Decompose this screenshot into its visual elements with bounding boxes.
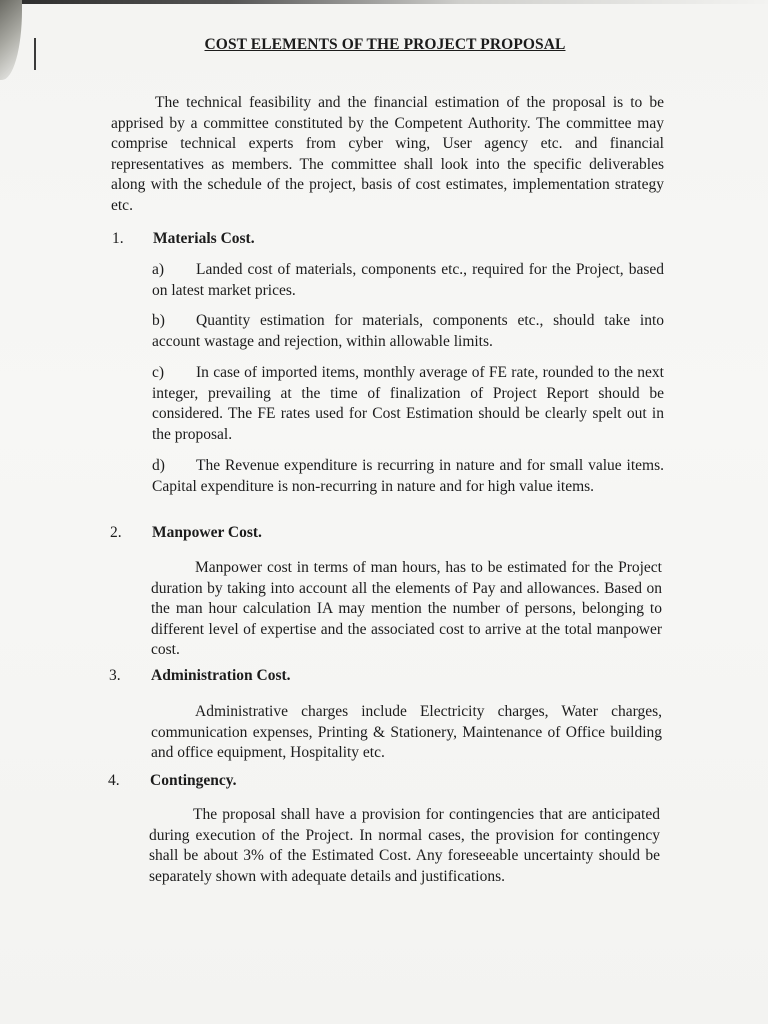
section-body: The proposal shall have a provision for contingencies that are anticipated during execution of the Project. In normal cases, the provision for contingency shall be about 3% of the Estimated Cost. Any foreseeable uncertainty should be separately shown with adequate details and justifications. bbox=[149, 806, 660, 885]
section-heading: Administration Cost. bbox=[151, 667, 291, 684]
section-number: 2. bbox=[110, 524, 122, 541]
page-edge-shadow bbox=[0, 0, 768, 4]
item-text: In case of imported items, monthly average of FE rate, rounded to the next integer, prevailing at the time of finalization of Project Report should be considered. The FE rates used for Cost Estimation should be clearly spelt out in the proposal. bbox=[152, 364, 664, 443]
section-number: 1. bbox=[112, 230, 124, 247]
item-text: Landed cost of materials, components etc., required for the Project, based on latest market prices. bbox=[152, 261, 664, 299]
section-number: 4. bbox=[108, 772, 120, 789]
item-label: b) bbox=[152, 312, 165, 329]
section-number: 3. bbox=[109, 667, 121, 684]
section-heading: Contingency. bbox=[150, 772, 237, 789]
item-text: The Revenue expenditure is recurring in nature and for small value items. Capital expenditure is non-recurring in nature and for high value items. bbox=[152, 457, 664, 495]
item-label: a) bbox=[152, 261, 165, 278]
section-body: Administrative charges include Electricity charges, Water charges, communication expenses, Printing & Stationery, Maintenance of Office building and office equipment, Hospitality etc. bbox=[151, 703, 662, 761]
list-item bbox=[152, 311, 664, 352]
list-item bbox=[152, 363, 664, 445]
section-heading: Manpower Cost. bbox=[152, 524, 262, 541]
item-label: c) bbox=[152, 364, 165, 381]
intro-paragraph: The technical feasibility and the financial estimation of the proposal is to be apprised by a committee constituted by the Competent Authority. The committee may comprise technical experts from cyber wing, User agency etc. and financial representatives as members. The committee shall look into the specific deliverables along with the schedule of the project, basis of cost estimates, implementation strategy etc. bbox=[111, 94, 664, 214]
item-text: Quantity estimation for materials, components etc., should take into account wastage and rejection, within allowable limits. bbox=[152, 312, 664, 350]
document-title: COST ELEMENTS OF THE PROJECT PROPOSAL bbox=[204, 36, 566, 53]
item-label: d) bbox=[152, 457, 165, 474]
section-heading: Materials Cost. bbox=[153, 230, 255, 247]
list-item bbox=[152, 260, 664, 301]
section-body: Manpower cost in terms of man hours, has to be estimated for the Project duration by taking into account all the elements of Pay and allowances. Based on the man hour calculation IA may mention the number of persons, belonging to different level of expertise and the associated cost to arrive at the total manpower cost. bbox=[151, 559, 662, 658]
list-item bbox=[152, 456, 664, 497]
